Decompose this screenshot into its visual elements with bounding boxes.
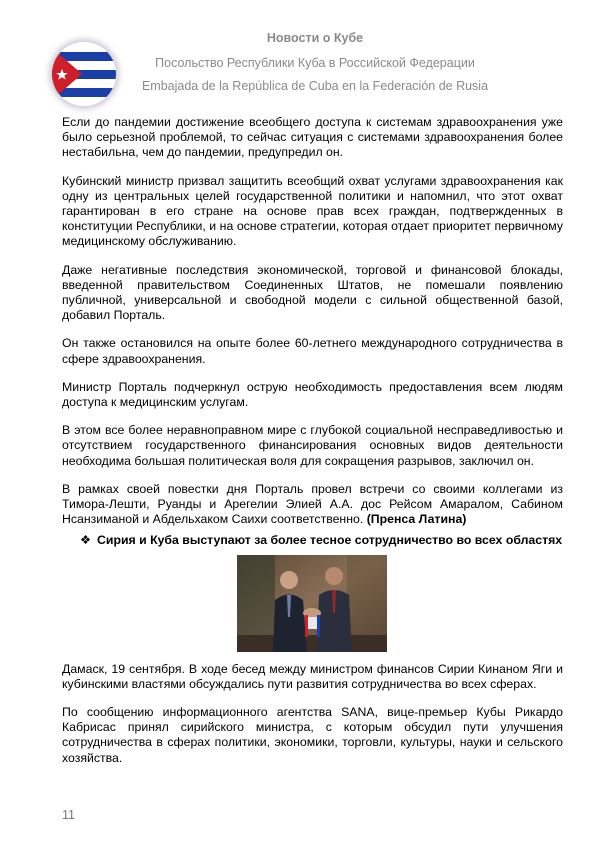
paragraph: По сообщению информационного агентства SANA, вице-премьер Кубы Рикардо Кабрисас принял сирийского министра, с которым обсудил пути улучшения сотрудничества в сферах политики, экономики, торговли, культуры, науки и сельского хозяйства. <box>62 705 563 765</box>
paragraph: Он также остановился на опыте более 60-летнего международного сотрудничества в сфере здравоохранения. <box>62 336 563 366</box>
paragraph: Кубинский министр призвал защитить всеобщий охват услугами здравоохранения как одну из центральных целей государственной политики и напомнил, что этот охват гарантирован в его стране на основе прав всех граждан, подтвержденных в конституции Республики, и на основе стратегии, которая отдает приоритет первичному медицинскому обслуживанию. <box>62 173 563 249</box>
handshake-photo <box>237 555 387 652</box>
embassy-name-russian: Посольство Республики Куба в Российской Федерации <box>155 56 475 70</box>
paragraph: Если до пандемии достижение всеобщего доступа к системам здравоохранения уже было серьезной проблемой, то сейчас ситуация с системами здравоохранения более нестабильна, чем до пандемии, предупредил он. <box>62 115 563 160</box>
paragraph-text: В рамках своей повестки дня Порталь провел встречи со своими коллегами из Тимора-Лешти, Руанды и Арегелии Элией А.А. дос Рейсом Амаралом, Сабином Нсанзиманой и Абдельхаком Саихи соответственно. <box>62 481 563 527</box>
embassy-name-spanish: Embajada de la República de Cuba en la Federación de Rusia <box>141 79 489 93</box>
newsletter-title: Новости о Кубе <box>266 31 364 45</box>
cuba-flag-logo-icon <box>52 42 116 106</box>
paragraph: Даже негативные последствия экономической, торговой и финансовой блокады, введенной правительством Соединенных Штатов, не помешали появлению публичной, универсальной и свободной модели с сильной общественной базой, добавил Порталь. <box>62 262 563 323</box>
paragraph: Министр Порталь подчеркнул острую необходимость предоставления всем людям доступа к медицинским услугам. <box>62 379 563 410</box>
paragraph-with-source <box>62 482 563 528</box>
paragraph: Дамаск, 19 сентября. В ходе бесед между министром финансов Сирии Кинаном Яги и кубинскими властями обсуждались пути развития сотрудничества во всех сферах. <box>62 661 563 691</box>
diamond-bullet-icon: ❖ <box>80 533 92 548</box>
article-heading <box>62 533 563 548</box>
article-heading-text: Сирия и Куба выступают за более тесное сотрудничество во всех областях <box>97 533 563 548</box>
paragraph: В этом все более неравноправном мире с глубокой социальной несправедливостью и отсутствием государственного финансирования основных видов деятельности необходима большая политическая воля для сокращения разрывов, заключил он. <box>62 423 563 468</box>
page-number: 11 <box>62 808 75 822</box>
article-body <box>62 115 563 779</box>
news-source: (Пренса Латина) <box>366 512 467 527</box>
page-header <box>0 0 611 110</box>
